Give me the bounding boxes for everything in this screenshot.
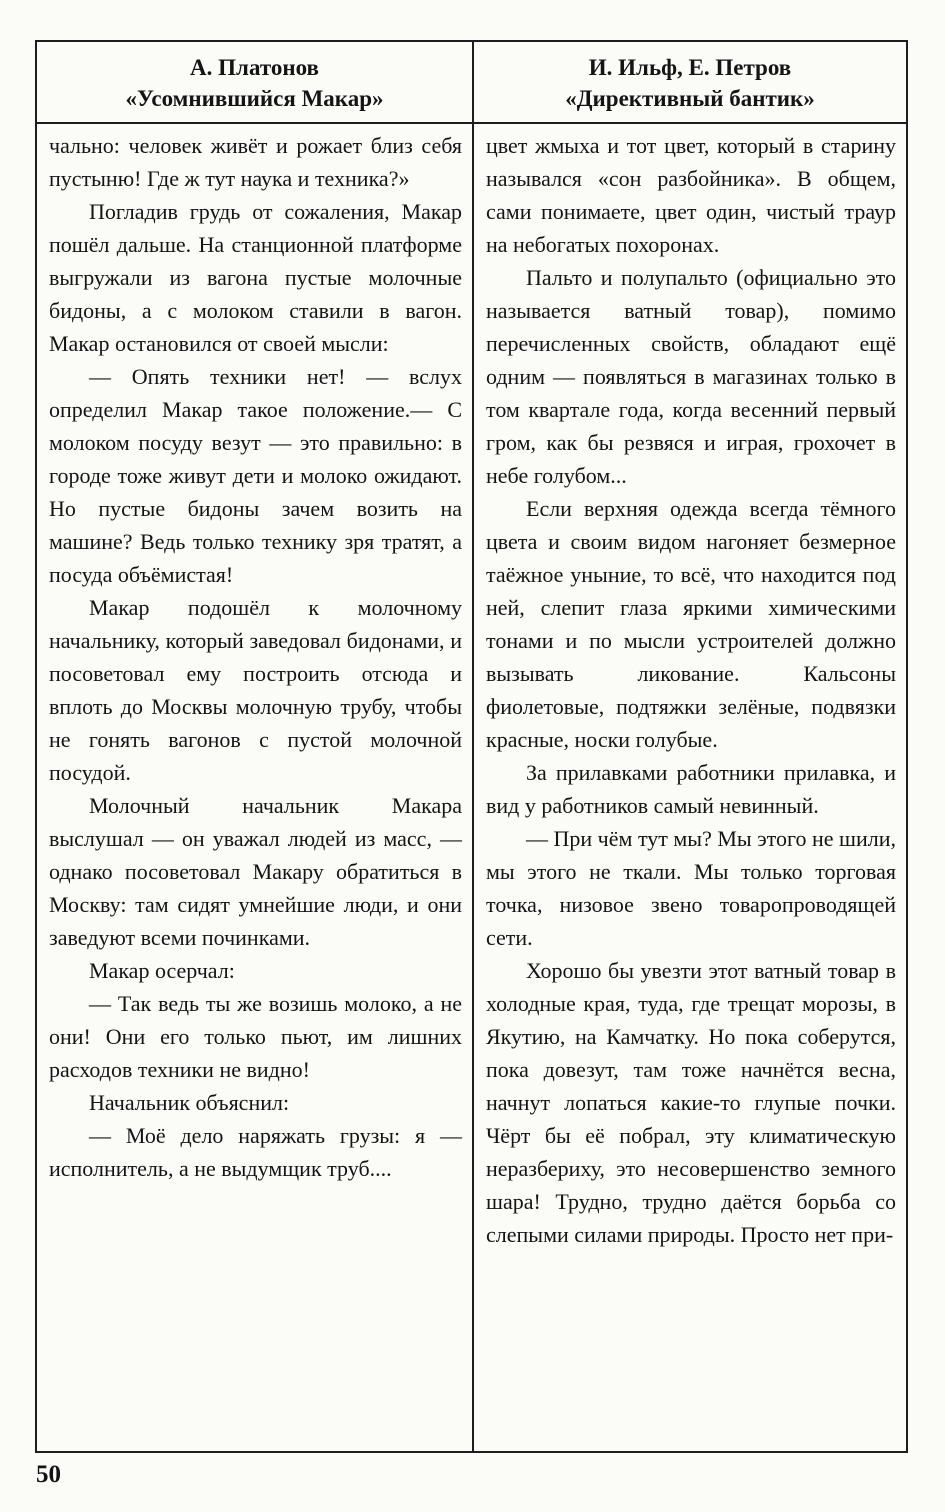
left-work-title: «Усомнившийся Макар» [125, 86, 384, 111]
paragraph: Если верхняя одежда всегда тёмного цвета и своим видом нагоняет безмерное таёжное уныние, то всё, что находится под ней, слепит глаза яркими химическими тонами и по мысли устроителей должно вызывать ликование. Кальсоны фиолетовые, подтяжки зелёные, подвязки красные, носки голубые. [486, 496, 896, 752]
comparison-table [35, 40, 908, 1453]
left-author-name: А. Платонов [190, 55, 319, 80]
paragraph: Пальто и полупальто (официально это называется ватный товар), помимо перечисленных свойств, обладают ещё одним — появляться в магазинах только в том квартале года, когда весенний первый гром, как бы резвяся и играя, грохочет в небе голубом... [486, 265, 896, 488]
paragraph: — Так ведь ты же возишь молоко, а не они! Они его только пьют, им лишних расходов техники не видно! [49, 991, 462, 1082]
paragraph: Молочный начальник Макара выслушал — он уважал людей из масс, — однако посоветовал Макару обратиться в Москву: там сидят умнейшие люди, и они заведуют всеми починками. [49, 793, 462, 950]
paragraph: За прилавками работники прилавка, и вид у работников самый невинный. [486, 760, 896, 818]
paragraph: Хорошо бы увезти этот ватный товар в холодные края, туда, где трещат морозы, в Якутию, на Камчатку. Но пока соберутся, пока довезут, там тоже начнётся весна, начнут лопаться какие-то глупые почки. Чёрт бы её побрал, эту климатическую неразбериху, это несовершенство земного шара! Трудно, трудно даётся борьба со слепыми силами природы. Просто нет при- [486, 958, 896, 1247]
paragraph: чально: человек живёт и рожает близ себя пустыню! Где ж тут наука и техника?» [49, 133, 462, 191]
table-header-row [37, 42, 906, 124]
paragraph: — При чём тут мы? Мы этого не шили, мы этого не ткали. Мы только торговая точка, низовое звено товаропроводящей сети. [486, 826, 896, 950]
right-column-text [474, 124, 906, 1451]
right-work-title: «Директивный бантик» [565, 86, 815, 111]
left-column-text [37, 124, 474, 1451]
paragraph: Макар подошёл к молочному начальнику, который заведовал бидонами, и посоветовал ему построить отсюда и вплоть до Москвы молочную трубу, чтобы не гонять вагонов с пустой молочной посудой. [49, 595, 462, 785]
paragraph: — Моё дело наряжать грузы: я — исполнитель, а не выдумщик труб.... [49, 1123, 462, 1181]
paragraph: Начальник объяснил: [89, 1090, 290, 1115]
table-body-row [37, 124, 906, 1451]
paragraph: цвет жмыха и тот цвет, который в старину назывался «сон разбойника». В общем, сами понимаете, цвет один, чистый траур на небогатых похоронах. [486, 133, 896, 257]
paragraph: Погладив грудь от сожаления, Макар пошёл дальше. На станционной платформе выгружали из вагона пустые молочные бидоны, а с молоком ставили в вагон. Макар остановился от своей мысли: [49, 199, 462, 356]
page-number: 50 [36, 1461, 61, 1488]
paragraph: — Опять техники нет! — вслух определил Макар такое положение.— С молоком посуду везут — это правильно: в городе тоже живут дети и молоко ожидают. Но пустые бидоны зачем возить на машине? Ведь только технику зря тратят, а посуда объёмистая! [49, 364, 462, 587]
paragraph: Макар осерчал: [89, 958, 235, 983]
right-author-name: И. Ильф, Е. Петров [588, 55, 792, 80]
left-column-header [37, 42, 474, 122]
right-column-header [474, 42, 906, 122]
